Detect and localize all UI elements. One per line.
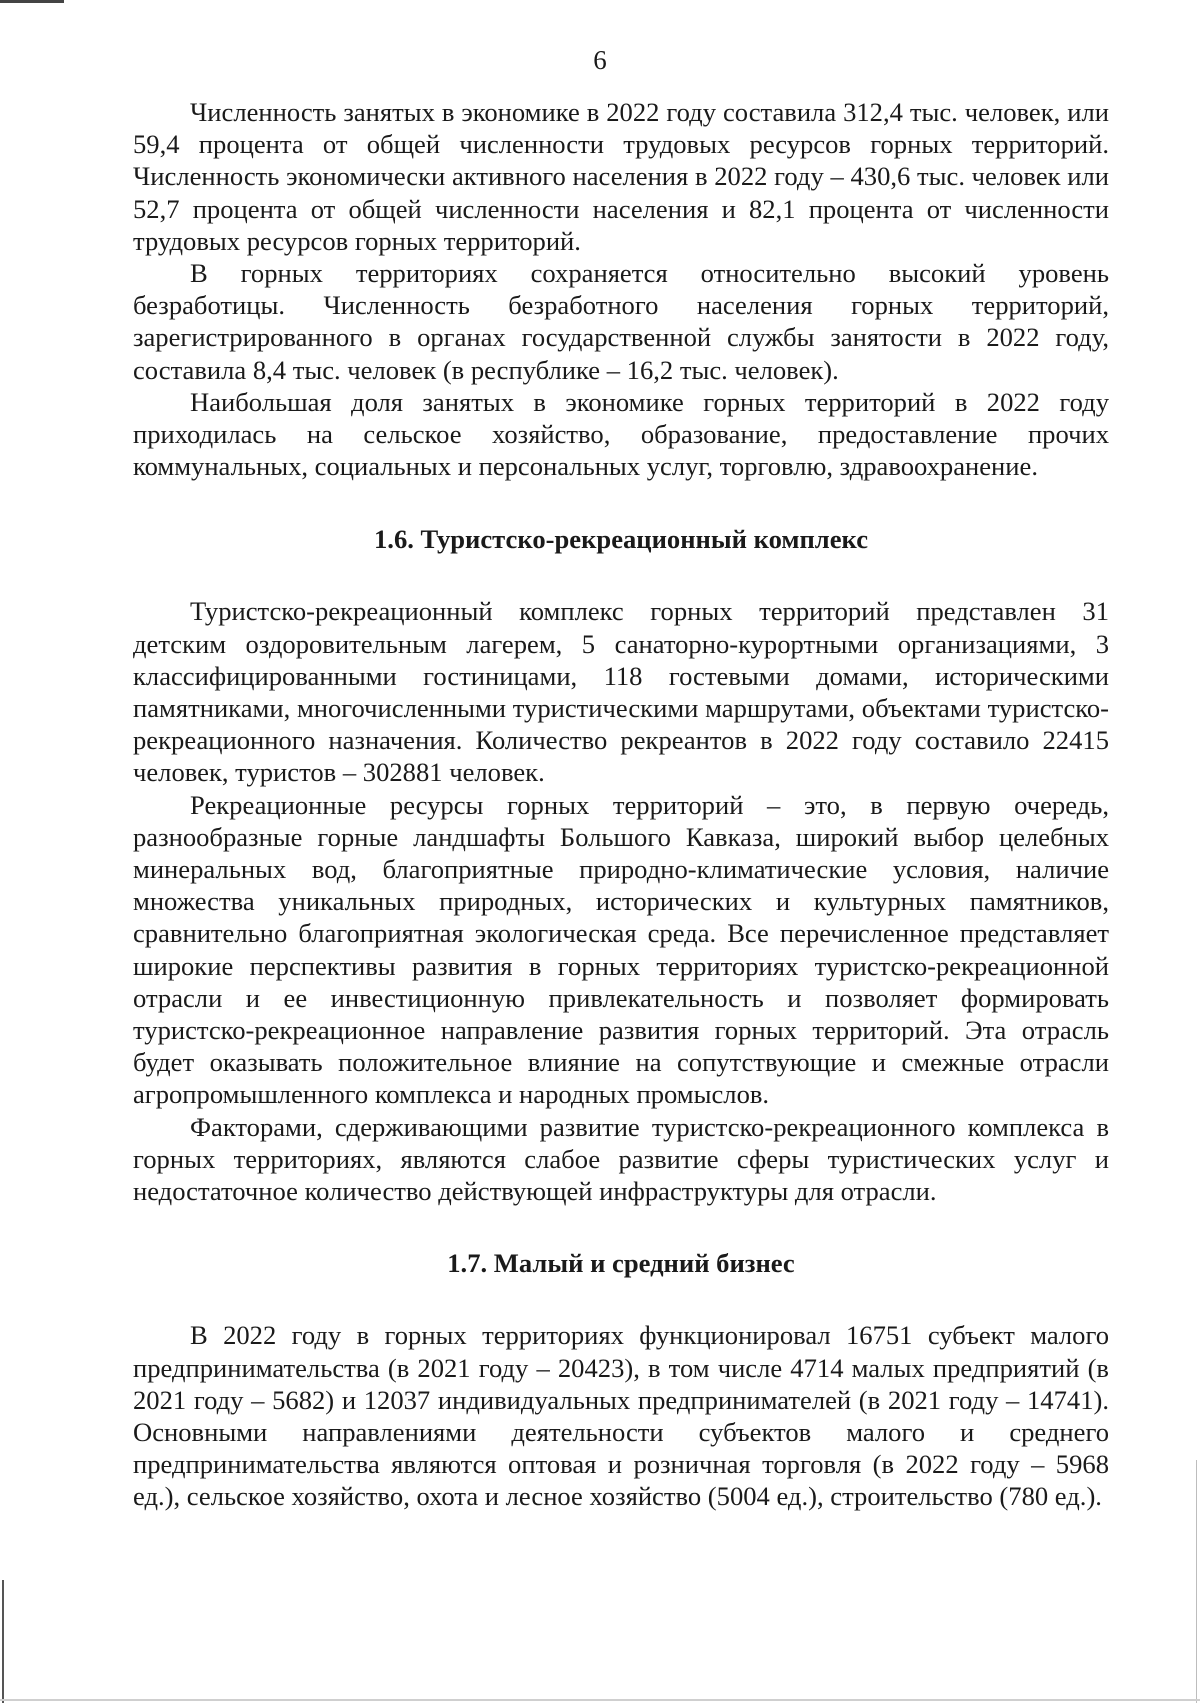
page-number: 6 — [593, 45, 607, 75]
section-tourism-recreation — [133, 523, 1109, 1207]
section-employment — [133, 96, 1109, 482]
paragraph: В горных территориях сохраняется относительно высокий уровень безработицы. Численность безработного населения горных территорий, зарегистрированного в органах государственной службы занятости в 2022 году, составила 8,4 тыс. человек (в республике – 16,2 тыс. человек). — [133, 258, 1109, 385]
paragraph: Численность занятых в экономике в 2022 году составила 312,4 тыс. человек, или 59,4 процента от общей численности трудовых ресурсов горных территорий. Численность экономически активного населения в 2022 году – 430,6 тыс. человек или 52,7 процента от общей численности населения и 82,1 процента от численности трудовых ресурсов горных территорий. — [133, 97, 1109, 256]
paragraph: Туристско-рекреационный комплекс горных территорий представлен 31 детским оздоровительным лагерем, 5 санаторно-курортными организациями, 3 классифицированными гостиницами, 118 гостевыми домами, историческими памятниками, многочисленными туристическими маршрутами, объектами туристско-рекреационного назначения. Количество рекреантов в 2022 году составило 22415 человек, туристов – 302881 человек. — [133, 596, 1109, 788]
paragraph: В 2022 году в горных территориях функционировал 16751 субъект малого предпринимательства (в 2021 году – 20423), в том числе 4714 малых предприятий (в 2021 году – 5682) и 12037 индивидуальных предпринимателей (в 2021 году – 14741). Основными направлениями деятельности субъектов малого и среднего предпринимательства являются оптовая и розничная торговля (в 2022 году – 5968 ед.), сельское хозяйство, охота и лесное хозяйство (5004 ед.), строительство (780 ед.). — [133, 1320, 1109, 1512]
section-heading: 1.7. Малый и средний бизнес — [447, 1248, 795, 1279]
section-small-medium-business — [133, 1247, 1109, 1512]
paragraph: Факторами, сдерживающими развитие туристско-рекреационного комплекса в горных территориях, являются слабое развитие сферы туристических услуг и недостаточное количество действующей инфраструктуры для отрасли. — [133, 1111, 1109, 1207]
paragraph: Наибольшая доля занятых в экономике горных территорий в 2022 году приходилась на сельское хозяйство, образование, предоставление прочих коммунальных, социальных и персональных услуг, торговлю, здравоохранение. — [133, 386, 1109, 482]
scan-edge-mark — [2, 1580, 4, 1703]
scan-edge-mark — [0, 0, 64, 3]
scan-edge-mark — [1196, 1460, 1197, 1703]
scan-edge-mark — [0, 1699, 1200, 1701]
paragraph: Рекреационные ресурсы горных территорий – это, в первую очередь, разнообразные горные ландшафты Большого Кавказа, широкий выбор целебных минеральных вод, благоприятные природно-климатические условия, наличие множества уникальных природных, исторических и культурных памятников, сравнительно благоприятная экологическая среда. Все перечисленное представляет широкие перспективы развития в горных территориях туристско-рекреационной отрасли и ее инвестиционную привлекательность и позволяет формировать туристско-рекреационное направление развития горных территорий. Эта отрасль будет оказывать положительное влияние на сопутствующие и смежные отрасли агропромышленного комплекса и народных промыслов. — [133, 789, 1109, 1110]
document-body — [133, 96, 1109, 1513]
section-heading: 1.6. Туристско-рекреационный комплекс — [374, 524, 868, 555]
